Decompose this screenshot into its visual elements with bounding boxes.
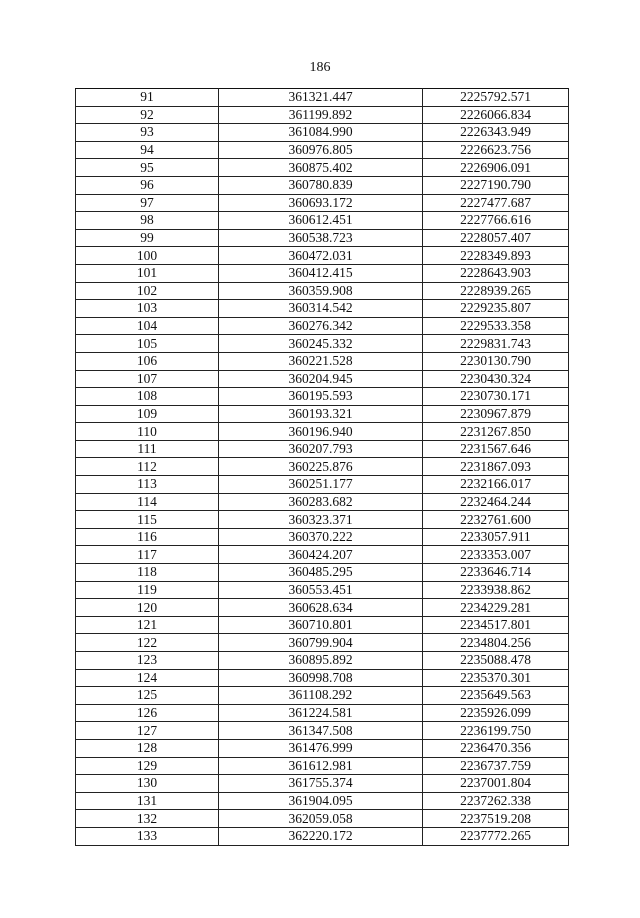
y-coordinate-cell: 2237519.208 — [423, 810, 569, 828]
x-coordinate-cell: 360553.451 — [219, 581, 423, 599]
y-coordinate-cell: 2236199.750 — [423, 722, 569, 740]
x-coordinate-cell: 361084.990 — [219, 124, 423, 142]
y-coordinate-cell: 2228643.903 — [423, 264, 569, 282]
y-coordinate-cell: 2237001.804 — [423, 775, 569, 793]
y-coordinate-cell: 2235926.099 — [423, 704, 569, 722]
table-row — [76, 247, 569, 265]
point-number-cell: 97 — [76, 194, 219, 212]
y-coordinate-cell: 2227766.616 — [423, 212, 569, 230]
point-number-cell: 128 — [76, 739, 219, 757]
point-number-cell: 93 — [76, 124, 219, 142]
x-coordinate-cell: 360412.415 — [219, 264, 423, 282]
x-coordinate-cell: 361321.447 — [219, 89, 423, 107]
table-row — [76, 792, 569, 810]
y-coordinate-cell: 2236737.759 — [423, 757, 569, 775]
table-row — [76, 775, 569, 793]
point-number-cell: 103 — [76, 300, 219, 318]
table-row — [76, 757, 569, 775]
x-coordinate-cell: 360323.371 — [219, 511, 423, 529]
point-number-cell: 108 — [76, 388, 219, 406]
table-row — [76, 106, 569, 124]
x-coordinate-cell: 360780.839 — [219, 176, 423, 194]
x-coordinate-cell: 360251.177 — [219, 476, 423, 494]
y-coordinate-cell: 2229831.743 — [423, 335, 569, 353]
table-row — [76, 458, 569, 476]
table-row — [76, 405, 569, 423]
point-number-cell: 116 — [76, 528, 219, 546]
point-number-cell: 107 — [76, 370, 219, 388]
x-coordinate-cell: 360314.542 — [219, 300, 423, 318]
x-coordinate-cell: 360485.295 — [219, 564, 423, 582]
x-coordinate-cell: 360221.528 — [219, 352, 423, 370]
point-number-cell: 98 — [76, 212, 219, 230]
table-row — [76, 581, 569, 599]
x-coordinate-cell: 360538.723 — [219, 229, 423, 247]
y-coordinate-cell: 2231267.850 — [423, 423, 569, 441]
point-number-cell: 117 — [76, 546, 219, 564]
table-row — [76, 599, 569, 617]
y-coordinate-cell: 2232464.244 — [423, 493, 569, 511]
point-number-cell: 115 — [76, 511, 219, 529]
point-number-cell: 92 — [76, 106, 219, 124]
point-number-cell: 95 — [76, 159, 219, 177]
point-number-cell: 111 — [76, 440, 219, 458]
y-coordinate-cell: 2236470.356 — [423, 739, 569, 757]
y-coordinate-cell: 2226623.756 — [423, 141, 569, 159]
table-row — [76, 564, 569, 582]
y-coordinate-cell: 2227190.790 — [423, 176, 569, 194]
y-coordinate-cell: 2228057.407 — [423, 229, 569, 247]
x-coordinate-cell: 361199.892 — [219, 106, 423, 124]
table-row — [76, 159, 569, 177]
y-coordinate-cell: 2231867.093 — [423, 458, 569, 476]
table-row — [76, 810, 569, 828]
point-number-cell: 96 — [76, 176, 219, 194]
table-row — [76, 229, 569, 247]
point-number-cell: 99 — [76, 229, 219, 247]
y-coordinate-cell: 2237262.338 — [423, 792, 569, 810]
y-coordinate-cell: 2230130.790 — [423, 352, 569, 370]
table-row — [76, 634, 569, 652]
point-number-cell: 121 — [76, 616, 219, 634]
y-coordinate-cell: 2233057.911 — [423, 528, 569, 546]
y-coordinate-cell: 2230430.324 — [423, 370, 569, 388]
point-number-cell: 123 — [76, 652, 219, 670]
x-coordinate-cell: 361108.292 — [219, 687, 423, 705]
x-coordinate-cell: 360693.172 — [219, 194, 423, 212]
point-number-cell: 129 — [76, 757, 219, 775]
y-coordinate-cell: 2235649.563 — [423, 687, 569, 705]
point-number-cell: 101 — [76, 264, 219, 282]
y-coordinate-cell: 2233646.714 — [423, 564, 569, 582]
point-number-cell: 106 — [76, 352, 219, 370]
table-row — [76, 722, 569, 740]
point-number-cell: 120 — [76, 599, 219, 617]
table-row — [76, 388, 569, 406]
table-row — [76, 739, 569, 757]
x-coordinate-cell: 360998.708 — [219, 669, 423, 687]
page-number: 186 — [309, 60, 331, 75]
y-coordinate-cell: 2233938.862 — [423, 581, 569, 599]
y-coordinate-cell: 2227477.687 — [423, 194, 569, 212]
y-coordinate-cell: 2230967.879 — [423, 405, 569, 423]
x-coordinate-cell: 360193.321 — [219, 405, 423, 423]
point-number-cell: 114 — [76, 493, 219, 511]
point-number-cell: 124 — [76, 669, 219, 687]
y-coordinate-cell: 2230730.171 — [423, 388, 569, 406]
point-number-cell: 133 — [76, 827, 219, 845]
y-coordinate-cell: 2235088.478 — [423, 652, 569, 670]
x-coordinate-cell: 360196.940 — [219, 423, 423, 441]
point-number-cell: 100 — [76, 247, 219, 265]
y-coordinate-cell: 2229533.358 — [423, 317, 569, 335]
y-coordinate-cell: 2237772.265 — [423, 827, 569, 845]
y-coordinate-cell: 2234804.256 — [423, 634, 569, 652]
table-row — [76, 546, 569, 564]
point-number-cell: 122 — [76, 634, 219, 652]
point-number-cell: 105 — [76, 335, 219, 353]
table-row — [76, 704, 569, 722]
table-row — [76, 687, 569, 705]
x-coordinate-cell: 360710.801 — [219, 616, 423, 634]
table-row — [76, 511, 569, 529]
x-coordinate-cell: 360359.908 — [219, 282, 423, 300]
x-coordinate-cell: 360225.876 — [219, 458, 423, 476]
x-coordinate-cell: 361476.999 — [219, 739, 423, 757]
x-coordinate-cell: 360245.332 — [219, 335, 423, 353]
x-coordinate-cell: 360276.342 — [219, 317, 423, 335]
point-number-cell: 112 — [76, 458, 219, 476]
table-row — [76, 827, 569, 845]
y-coordinate-cell: 2228939.265 — [423, 282, 569, 300]
point-number-cell: 102 — [76, 282, 219, 300]
y-coordinate-cell: 2226343.949 — [423, 124, 569, 142]
table-row — [76, 89, 569, 107]
x-coordinate-cell: 360799.904 — [219, 634, 423, 652]
table-row — [76, 124, 569, 142]
table-row — [76, 317, 569, 335]
y-coordinate-cell: 2234229.281 — [423, 599, 569, 617]
y-coordinate-cell: 2228349.893 — [423, 247, 569, 265]
table-row — [76, 476, 569, 494]
point-number-cell: 118 — [76, 564, 219, 582]
y-coordinate-cell: 2233353.007 — [423, 546, 569, 564]
x-coordinate-cell: 361347.508 — [219, 722, 423, 740]
table-row — [76, 300, 569, 318]
point-number-cell: 109 — [76, 405, 219, 423]
y-coordinate-cell: 2234517.801 — [423, 616, 569, 634]
x-coordinate-cell: 360612.451 — [219, 212, 423, 230]
table-row — [76, 370, 569, 388]
point-number-cell: 113 — [76, 476, 219, 494]
table-row — [76, 264, 569, 282]
point-number-cell: 126 — [76, 704, 219, 722]
y-coordinate-cell: 2231567.646 — [423, 440, 569, 458]
x-coordinate-cell: 362059.058 — [219, 810, 423, 828]
table-row — [76, 669, 569, 687]
x-coordinate-cell: 361612.981 — [219, 757, 423, 775]
point-number-cell: 130 — [76, 775, 219, 793]
table-row — [76, 176, 569, 194]
x-coordinate-cell: 360370.222 — [219, 528, 423, 546]
x-coordinate-cell: 361755.374 — [219, 775, 423, 793]
table-row — [76, 616, 569, 634]
x-coordinate-cell: 360472.031 — [219, 247, 423, 265]
x-coordinate-cell: 360204.945 — [219, 370, 423, 388]
x-coordinate-cell: 360895.892 — [219, 652, 423, 670]
table-row — [76, 335, 569, 353]
x-coordinate-cell: 360283.682 — [219, 493, 423, 511]
table-row — [76, 194, 569, 212]
point-number-cell: 94 — [76, 141, 219, 159]
x-coordinate-cell: 362220.172 — [219, 827, 423, 845]
y-coordinate-cell: 2229235.807 — [423, 300, 569, 318]
point-number-cell: 110 — [76, 423, 219, 441]
table-row — [76, 141, 569, 159]
x-coordinate-cell: 361224.581 — [219, 704, 423, 722]
y-coordinate-cell: 2232166.017 — [423, 476, 569, 494]
point-number-cell: 119 — [76, 581, 219, 599]
table-row — [76, 652, 569, 670]
point-number-cell: 125 — [76, 687, 219, 705]
y-coordinate-cell: 2226066.834 — [423, 106, 569, 124]
table-row — [76, 212, 569, 230]
table-row — [76, 528, 569, 546]
x-coordinate-cell: 360875.402 — [219, 159, 423, 177]
point-number-cell: 104 — [76, 317, 219, 335]
x-coordinate-cell: 360976.805 — [219, 141, 423, 159]
coordinates-table — [75, 88, 569, 846]
point-number-cell: 131 — [76, 792, 219, 810]
x-coordinate-cell: 360207.793 — [219, 440, 423, 458]
table-row — [76, 282, 569, 300]
y-coordinate-cell: 2232761.600 — [423, 511, 569, 529]
x-coordinate-cell: 360628.634 — [219, 599, 423, 617]
point-number-cell: 132 — [76, 810, 219, 828]
x-coordinate-cell: 360195.593 — [219, 388, 423, 406]
point-number-cell: 127 — [76, 722, 219, 740]
y-coordinate-cell: 2225792.571 — [423, 89, 569, 107]
y-coordinate-cell: 2235370.301 — [423, 669, 569, 687]
table-row — [76, 352, 569, 370]
table-row — [76, 440, 569, 458]
x-coordinate-cell: 360424.207 — [219, 546, 423, 564]
table-row — [76, 493, 569, 511]
y-coordinate-cell: 2226906.091 — [423, 159, 569, 177]
x-coordinate-cell: 361904.095 — [219, 792, 423, 810]
table-row — [76, 423, 569, 441]
coordinates-table-body — [76, 89, 569, 846]
point-number-cell: 91 — [76, 89, 219, 107]
